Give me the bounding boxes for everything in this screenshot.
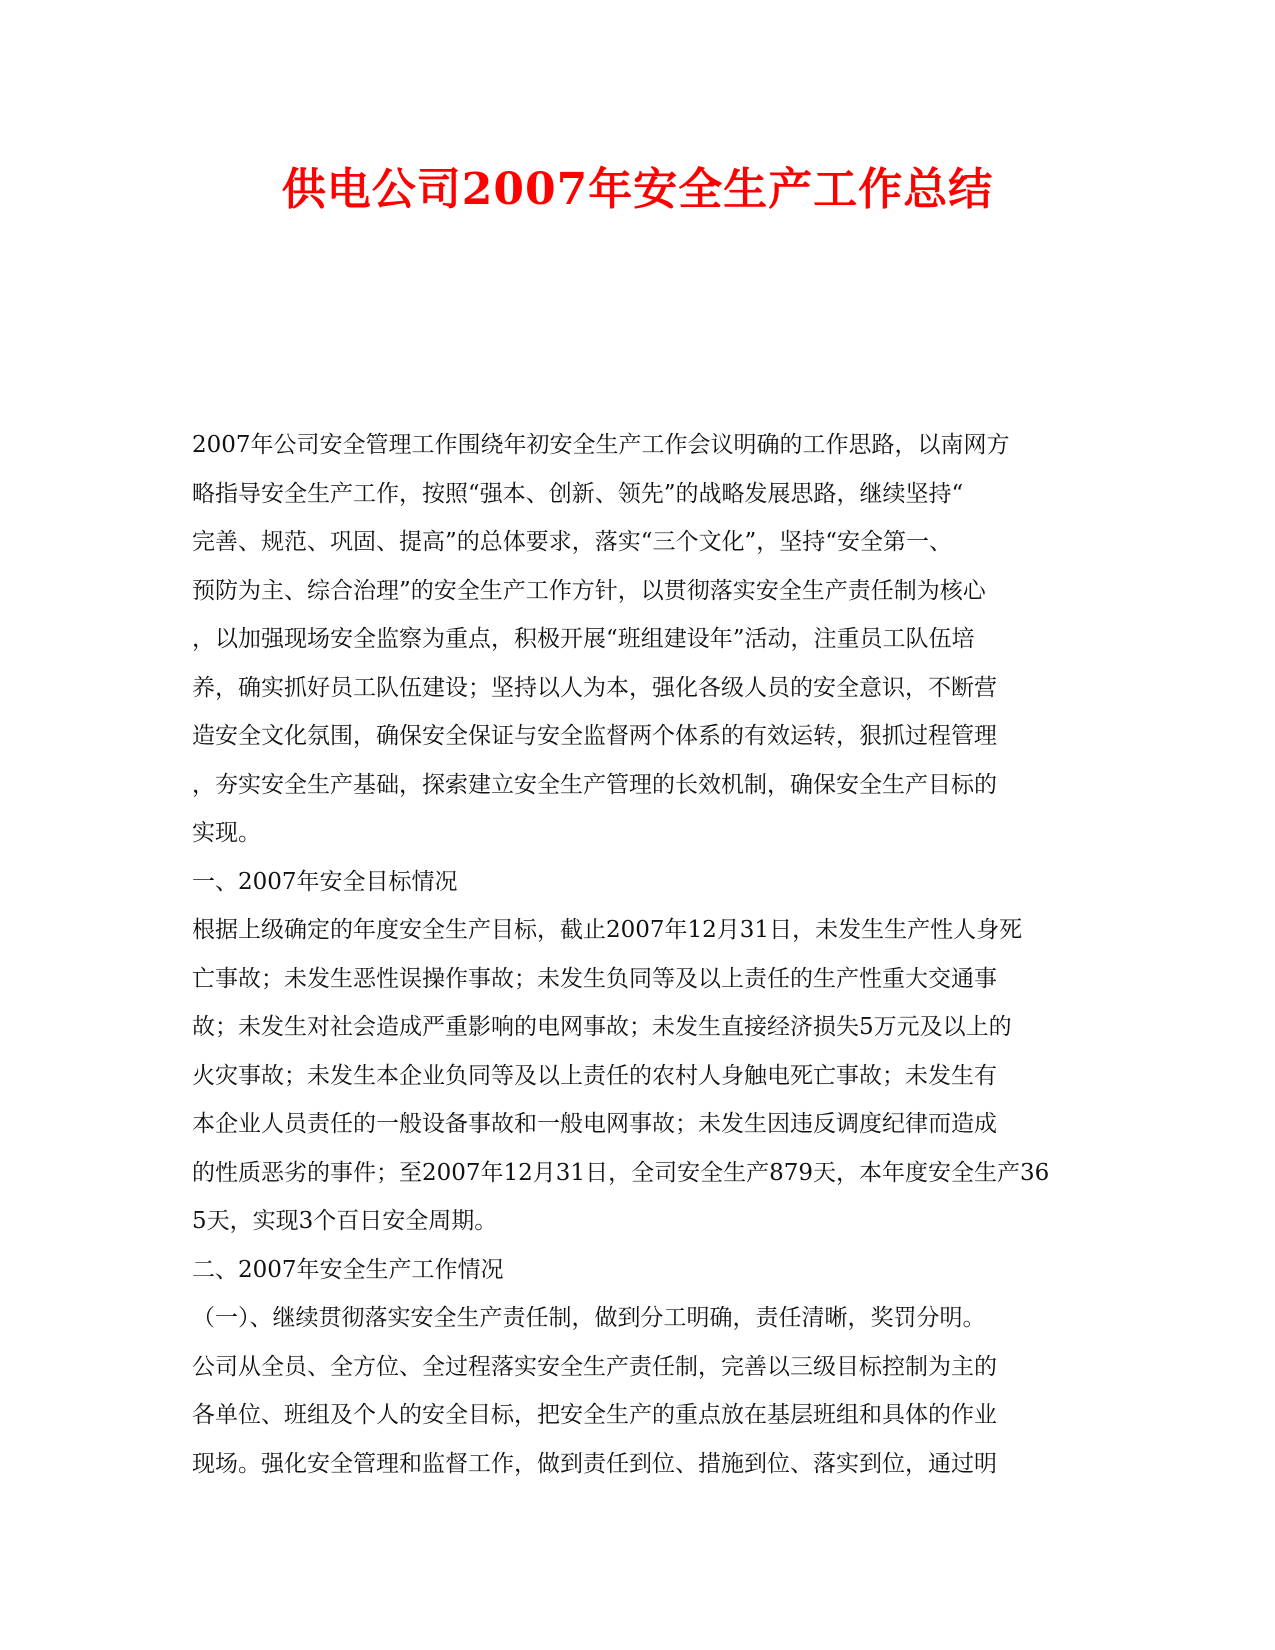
body-line: 略指导安全生产工作，按照“强本、创新、领先”的战略发展思路，继续坚持“ [192,480,964,507]
section-heading-2: 二、2007年安全生产工作情况 [192,1256,504,1283]
body-line: 火灾事故；未发生本企业负同等及以上责任的农村人身触电死亡事故；未发生有 [192,1062,997,1089]
document-body [192,421,1082,1488]
body-line: ，夯实安全生产基础，探索建立安全生产管理的长效机制，确保安全生产目标的 [192,771,997,798]
section-heading-1: 一、2007年安全目标情况 [192,868,458,895]
body-line: 的性质恶劣的事件；至2007年12月31日，全司安全生产879天，本年度安全生产36 [192,1159,1050,1186]
body-line: 2007年公司安全管理工作围绕年初安全生产工作会议明确的工作思路，以南网方 [192,432,1010,458]
body-line: 亡事故；未发生恶性误操作事故；未发生负同等及以上责任的生产性重大交通事 [192,965,997,992]
body-line: 完善、规范、巩固、提高”的总体要求，落实“三个文化”，坚持“安全第一、 [192,529,953,555]
body-line: 故；未发生对社会造成严重影响的电网事故；未发生直接经济损失5万元及以上的 [192,1014,1012,1040]
body-line: 本企业人员责任的一般设备事故和一般电网事故；未发生因违反调度纪律而造成 [192,1111,997,1137]
body-line: 各单位、班组及个人的安全目标，把安全生产的重点放在基层班组和具体的作业 [192,1402,997,1428]
body-line: 现场。强化安全管理和监督工作，做到责任到位、措施到位、落实到位，通过明 [192,1450,997,1477]
body-line: 公司从全员、全方位、全过程落实安全生产责任制，完善以三级目标控制为主的 [192,1353,997,1380]
body-line: 预防为主、综合治理”的安全生产工作方针，以贯彻落实安全生产责任制为核心 [192,577,986,604]
subsection-heading-1: （一）、继续贯彻落实安全生产责任制，做到分工明确，责任清晰，奖罚分明。 [192,1305,986,1331]
body-line: 养，确实抓好员工队伍建设；坚持以人为本，强化各级人员的安全意识，不断营 [192,674,997,701]
body-line: 实现。 [192,820,261,846]
document-title: 供电公司2007年安全生产工作总结 [281,164,994,215]
body-line: 造安全文化氛围，确保安全保证与安全监督两个体系的有效运转，狠抓过程管理 [192,723,997,749]
body-line: ，以加强现场安全监察为重点，积极开展“班组建设年”活动，注重员工队伍培 [192,626,975,652]
body-line: 根据上级确定的年度安全生产目标，截止2007年12月31日，未发生生产性人身死 [192,917,1023,943]
body-line: 5天，实现3个百日安全周期。 [192,1208,498,1234]
